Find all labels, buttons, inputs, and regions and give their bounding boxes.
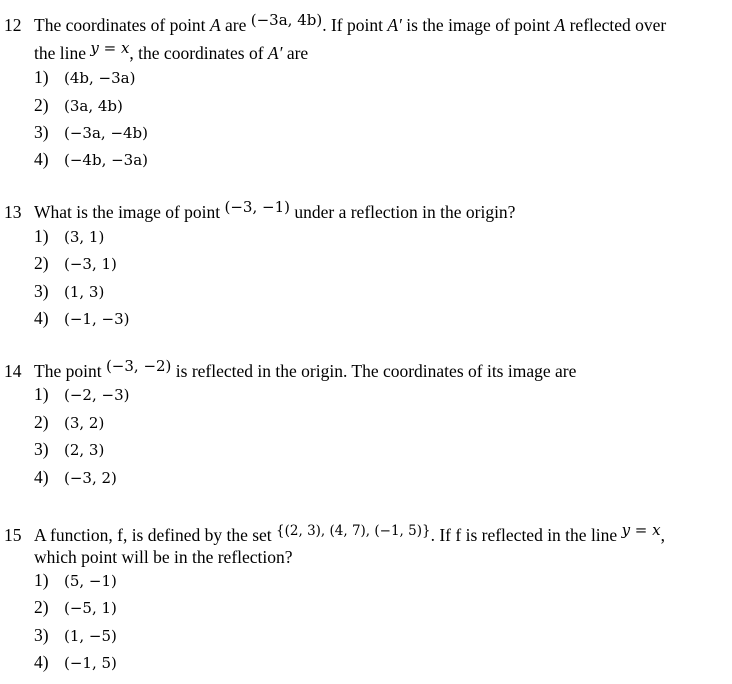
choice-number: 4)	[34, 149, 49, 169]
answer-choice[interactable]	[34, 383, 129, 406]
choice-value: (3, 2)	[64, 414, 105, 432]
point-label: A′	[267, 43, 283, 63]
choice-number: 3)	[34, 122, 49, 142]
answer-choice[interactable]	[34, 596, 117, 619]
question-text: What is the image of point	[34, 202, 225, 222]
answer-choice[interactable]	[34, 252, 117, 275]
choice-number: 2)	[34, 412, 49, 432]
answer-choice[interactable]	[34, 66, 135, 89]
question-text-line-1	[34, 521, 665, 548]
question-text: is the image of point	[401, 15, 555, 35]
question-text-line-1	[34, 11, 667, 37]
choice-value: (5, −1)	[64, 572, 117, 590]
choice-number: 1)	[34, 570, 49, 590]
choice-value: (−4b, −3a)	[64, 151, 149, 169]
question-number: 12	[4, 15, 22, 35]
choice-value: (−3a, −4b)	[64, 124, 149, 142]
point-label: A	[554, 15, 566, 35]
question-text: The point	[34, 361, 106, 381]
choice-number: 1)	[34, 226, 49, 246]
choice-value: (−2, −3)	[64, 386, 130, 404]
question-text-line-1	[34, 198, 516, 224]
choice-number: 1)	[34, 384, 49, 404]
answer-choice[interactable]	[34, 307, 129, 330]
choice-number: 3)	[34, 625, 49, 645]
answer-choice[interactable]	[34, 121, 148, 144]
answer-choice[interactable]	[34, 225, 104, 248]
choice-number: 3)	[34, 281, 49, 301]
question-text-line-2	[34, 39, 309, 65]
answer-choice[interactable]	[34, 280, 104, 303]
choice-number: 2)	[34, 253, 49, 273]
choice-number: 4)	[34, 652, 49, 672]
answer-choice[interactable]	[34, 411, 104, 434]
question-text: is reflected in the origin. The coordinates of its image are	[171, 361, 577, 381]
question-text: , the coordinates of	[129, 43, 268, 63]
question-text: are	[220, 15, 251, 35]
choice-value: (−3, 2)	[64, 469, 117, 487]
answer-choice[interactable]	[34, 148, 148, 171]
question-text-line-2	[34, 546, 293, 568]
question-number: 13	[4, 202, 22, 222]
question-text: . If f is reflected in the line	[430, 525, 622, 545]
question-text: ,	[660, 525, 665, 545]
answer-choice[interactable]	[34, 466, 117, 489]
choice-value: (−1, 5)	[64, 654, 117, 672]
question-text: under a reflection in the origin?	[289, 202, 516, 222]
math-expression: (−3a, 4b)	[250, 11, 323, 29]
question-text: reflected over	[565, 15, 667, 35]
choice-value: (2, 3)	[64, 441, 105, 459]
choice-value: (1, 3)	[64, 283, 105, 301]
question-text: are	[282, 43, 309, 63]
question-text-line-1	[34, 357, 577, 383]
choice-value: (−3, 1)	[64, 255, 117, 273]
answer-choice[interactable]	[34, 569, 117, 592]
answer-choice[interactable]	[34, 624, 117, 647]
choice-value: (1, −5)	[64, 627, 117, 645]
choice-value: (3a, 4b)	[64, 97, 123, 115]
math-expression: y = x	[90, 39, 130, 57]
choice-value: (3, 1)	[64, 228, 105, 246]
answer-choice[interactable]	[34, 651, 117, 674]
math-expression: {(2, 3), (4, 7), (−1, 5)}	[276, 523, 431, 539]
choice-number: 3)	[34, 439, 49, 459]
choice-number: 2)	[34, 95, 49, 115]
choice-number: 2)	[34, 597, 49, 617]
question-number: 14	[4, 361, 22, 381]
choice-value: (−5, 1)	[64, 599, 117, 617]
math-expression: y = x	[621, 521, 661, 539]
question-text: . If point	[322, 15, 388, 35]
question-text: The coordinates of point	[34, 15, 210, 35]
answer-choice[interactable]	[34, 94, 123, 117]
choice-number: 1)	[34, 67, 49, 87]
choice-number: 4)	[34, 467, 49, 487]
question-text: which point will be in the reflection?	[34, 547, 293, 567]
math-expression: (−3, −1)	[224, 198, 290, 216]
point-label: A′	[387, 15, 402, 35]
choice-value: (−1, −3)	[64, 310, 130, 328]
question-text: the line	[34, 43, 91, 63]
math-expression: (−3, −2)	[105, 357, 172, 375]
choice-number: 4)	[34, 308, 49, 328]
question-number: 15	[4, 525, 22, 545]
point-label: A	[209, 15, 221, 35]
choice-value: (4b, −3a)	[64, 69, 136, 87]
answer-choice[interactable]	[34, 438, 104, 461]
question-text: A function, f, is defined by the set	[34, 525, 277, 545]
